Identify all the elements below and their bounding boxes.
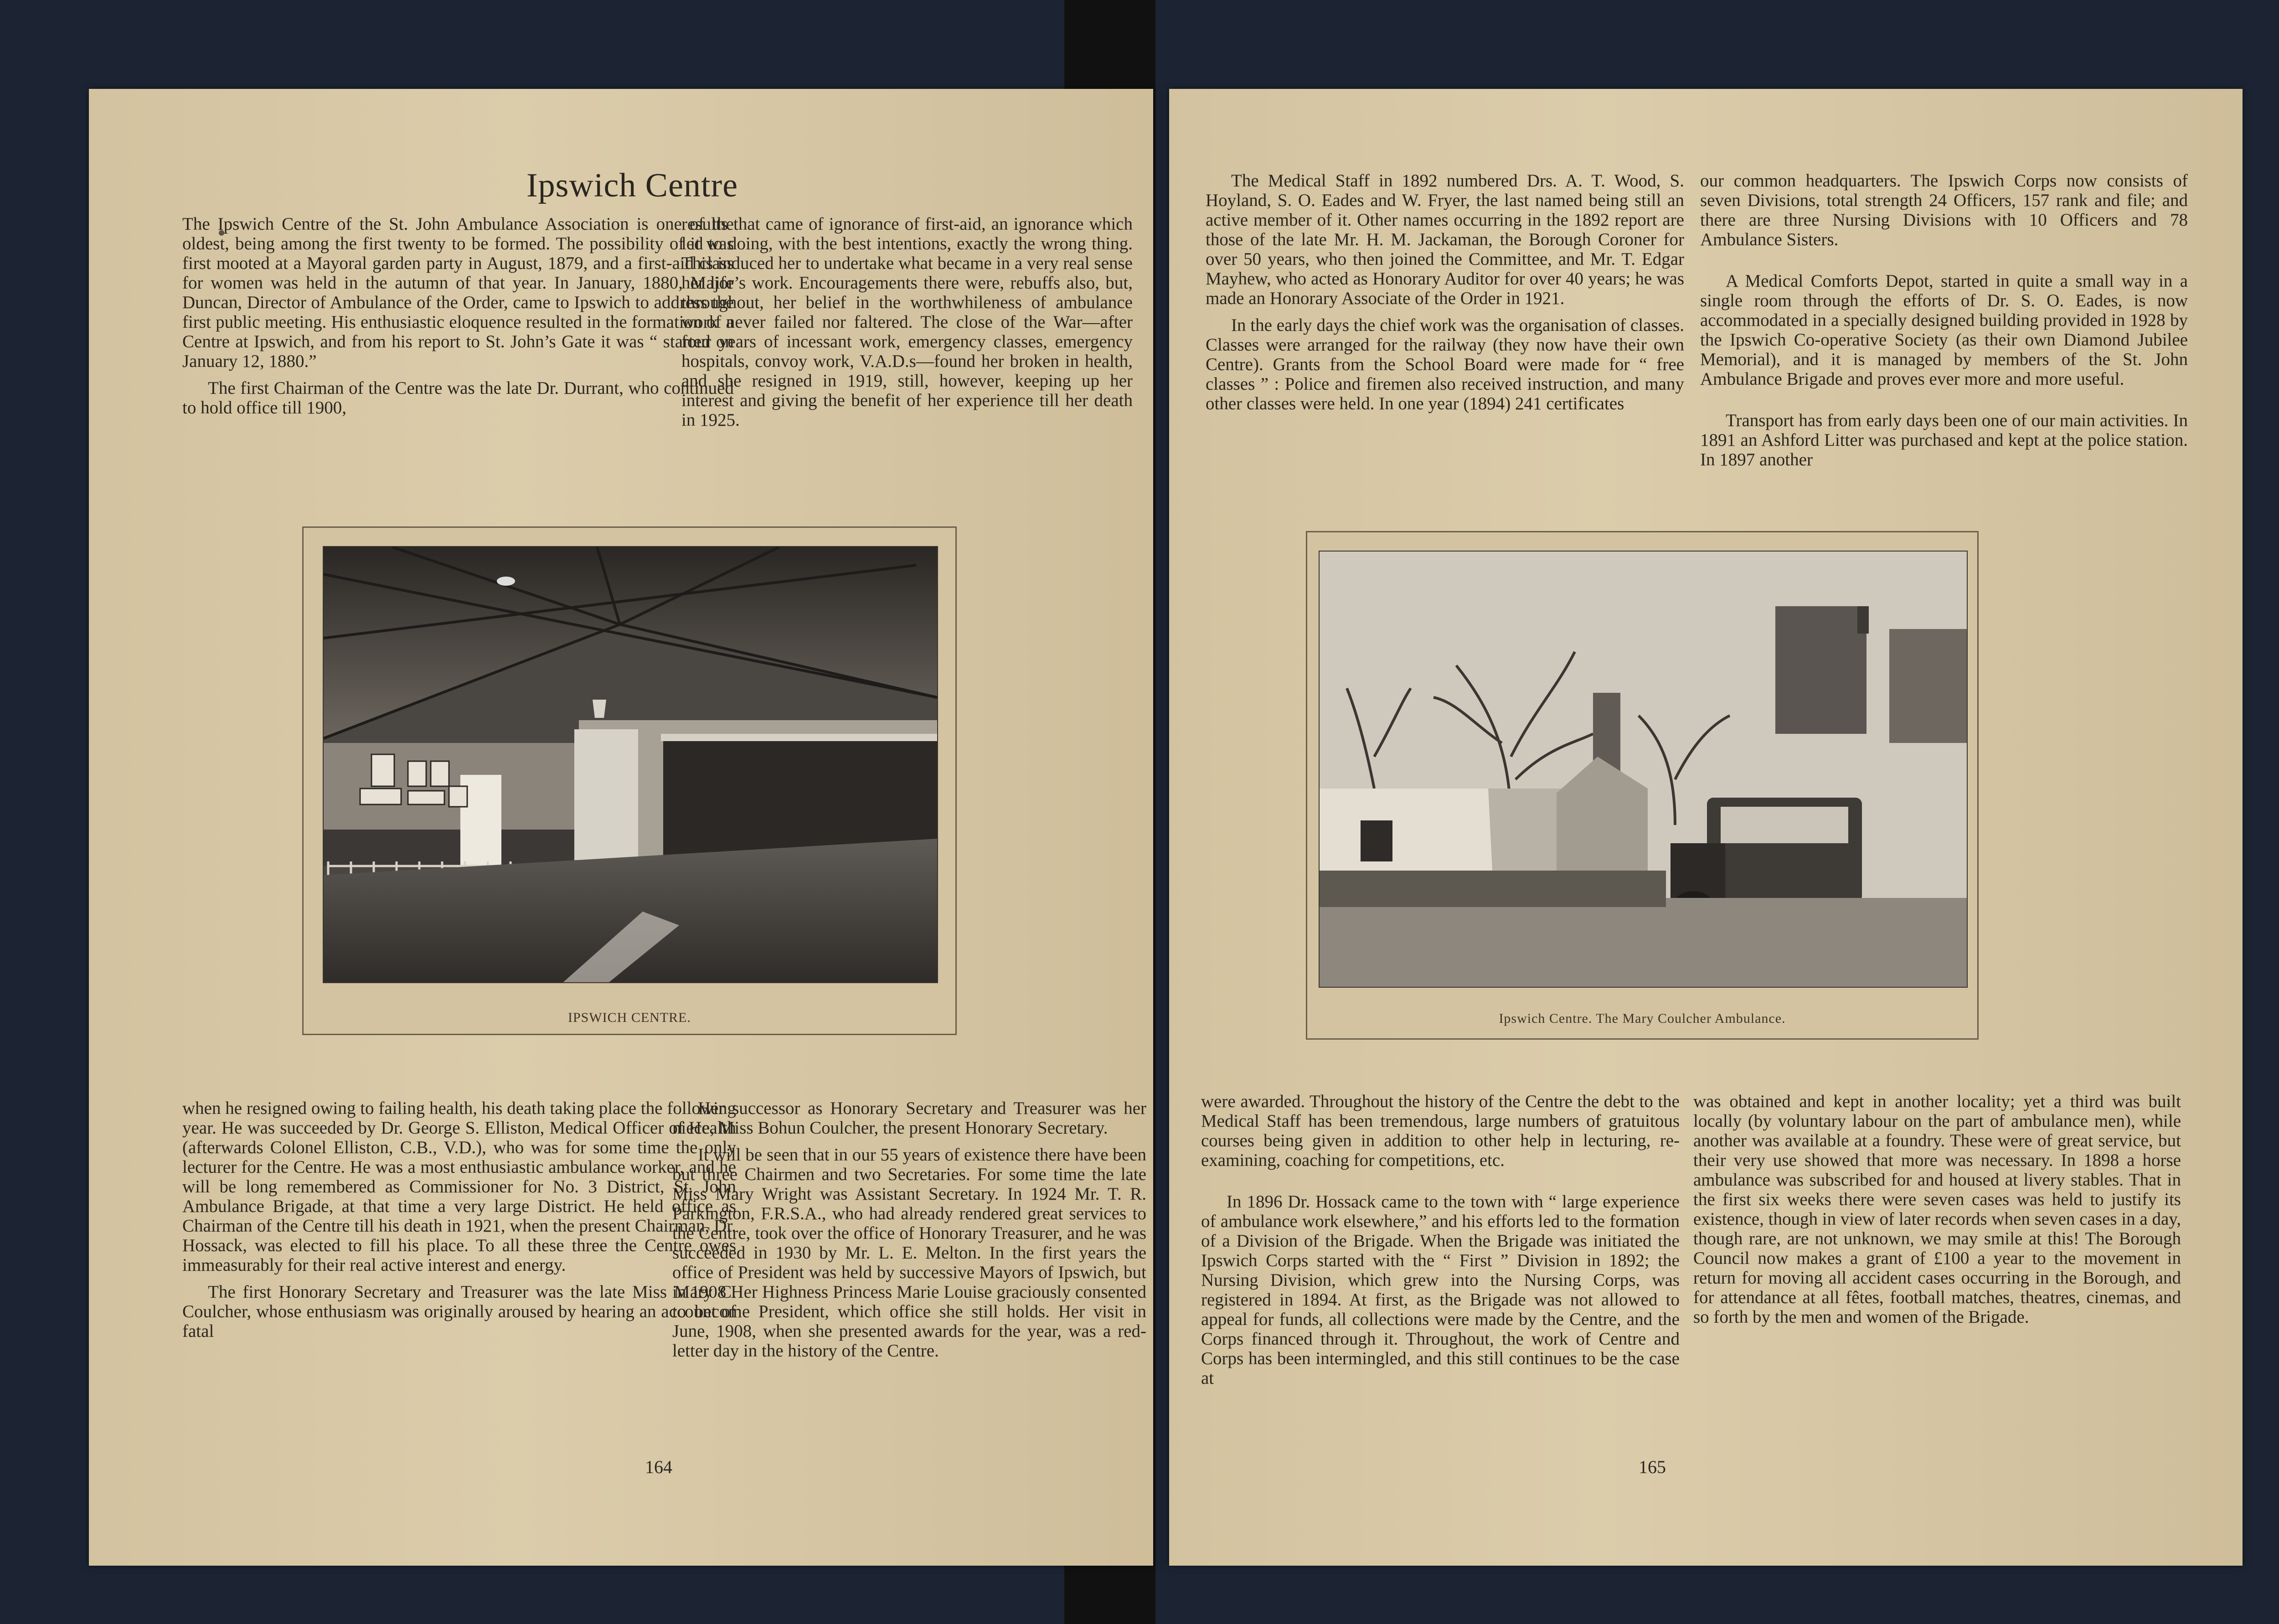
right-column-4	[1693, 1092, 2181, 1334]
paragraph: In the early days the chief work was the organisation of classes. Classes were arranged for the railway (they now have their own Centre). Grants from the School Board were made for “ free classes ” : Police and firemen also received instruction, and many other classes were held. In one year (1894) 241 certificates	[1206, 315, 1684, 413]
photo-plate-ambulance	[1306, 531, 1979, 1040]
paragraph: when he resigned owing to failing health, his death taking place the following year. He was succeeded by Dr. George S. Elliston, Medical Officer of Health (afterwards Colonel Elliston, C.B., V.D.), who was for some time the only lecturer for the Centre. He was a most enthusiastic ambulance worker, and he will be long remembered as Commissioner for No. 3 District, St. John Ambulance Brigade, at that time a very large District. He held office as Chairman of the Centre till his death in 1921, when the present Chairman, Dr. Hossack, was elected to fill his place. To all these three the Centre owes immeasurably for their real active interest and energy.	[182, 1098, 736, 1275]
paragraph: A Medical Comforts Depot, started in quite a small way in a single room through the efforts of Dr. S. O. Eades, is now accommodated in a specially designed building provided in 1928 by the Ipswich Co-operative Society (as their own Diamond Jubilee Memorial), and it is managed by members of the St. John Ambulance Brigade and proves ever more and more useful.	[1700, 271, 2188, 389]
right-column-3	[1201, 1092, 1680, 1395]
ambulance-photo	[1319, 551, 1968, 988]
paragraph: The Ipswich Centre of the St. John Ambulance Association is one of the oldest, being among the first twenty to be formed. The possibility of it was first mooted at a Mayoral garden party in August, 1879, and a first-aid class for women was held in the autumn of that year. In January, 1880, Major Duncan, Director of Ambulance of the Order, came to Ipswich to address the first public meeting. His enthusiastic eloquence resulted in the formation of a Centre at Ipswich, and from his report to St. John’s Gate it was “ started on January 12, 1880.”	[182, 214, 734, 371]
page-number: 164	[645, 1457, 672, 1477]
hall-interior-image	[324, 547, 937, 982]
right-page	[1169, 89, 2243, 1566]
left-column-2	[681, 214, 1133, 437]
photo-caption: IPSWICH CENTRE.	[568, 1010, 691, 1025]
hall-interior-photo	[323, 546, 938, 983]
paragraph: Her successor as Honorary Secretary and Treasurer was her niece, Miss Bohun Coulcher, the present Honorary Secretary.	[672, 1098, 1146, 1138]
right-column-2	[1700, 171, 2188, 477]
paragraph: was obtained and kept in another locality; yet a third was built locally (by voluntary labour on the part of ambulance men), while another was available at a foundry. These were of great service, but their very use showed that more was necessary. In 1898 a horse ambulance was subscribed for and housed at livery stables. That in the first six weeks there were seven cases was held to justify its existence, though in view of later records when seven cases in a day, though rare, are not unknown, we may smile at this! The Borough Council now makes a grant of £100 a year to the movement in return for moving all accident cases occurring in the Borough, and for attendance at all fêtes, football matches, theatres, cinemas, and so forth by the men and women of the Brigade.	[1693, 1092, 2181, 1327]
paragraph: It will be seen that in our 55 years of existence there have been but three Chairmen and two Secretaries. For some time the late Miss Mary Wright was Assistant Secretary. In 1924 Mr. T. R. Parkington, F.R.S.A., who had already rendered great services to the Centre, took over the office of Honorary Treasurer, and he was succeeded in 1930 by Mr. L. E. Melton. In the first years the office of President was held by successive Mayors of Ipswich, but in 1908 Her Highness Princess Marie Louise graciously consented to become President, which office she still holds. Her visit in June, 1908, when she presented awards for the year, was a red-letter day in the history of the Centre.	[672, 1145, 1146, 1361]
right-column-1	[1206, 171, 1684, 421]
left-column-3	[182, 1098, 736, 1348]
paragraph: our common headquarters. The Ipswich Corps now consists of seven Divisions, total strength 24 Officers, 157 rank and file; and there are three Nursing Divisions with 10 Officers and 78 Ambulance Sisters.	[1700, 171, 2188, 249]
paragraph: The first Honorary Secretary and Treasurer was the late Miss Mary C. Coulcher, whose enthusiasm was originally aroused by hearing an account of fatal	[182, 1282, 736, 1341]
ambulance-image	[1320, 552, 1967, 987]
article-title: Ipswich Centre	[526, 167, 738, 204]
paragraph: Transport has from early days been one of our main activities. In 1891 an Ashford Litter was purchased and kept at the police station. In 1897 another	[1700, 411, 2188, 469]
paragraph: The Medical Staff in 1892 numbered Drs. A. T. Wood, S. Hoyland, S. O. Eades and W. Fryer, the last named being still an active member of it. Other names occurring in the 1892 report are those of the late Mr. H. M. Jackaman, the Borough Coroner for over 50 years, who then joined the Committee, and Mr. T. Edgar Mayhew, who acted as Honorary Auditor for over 40 years; he was made an Honorary Associate of the Order in 1921.	[1206, 171, 1684, 308]
paragraph: In 1896 Dr. Hossack came to the town with “ large experience of ambulance work elsewhere,” and his efforts led to the formation of a Division of the Brigade. When the Brigade was initiated the Ipswich Corps started with the “ First ” Division in 1892; the Nursing Division, which grew into the Nursing Corps, was registered in 1894. At first, as the Brigade was not allowed to appeal for funds, all collections were made by the Centre, and the Corps financed through it. Throughout, the work of Centre and Corps has been intermingled, and this still continues to be the case at	[1201, 1192, 1680, 1388]
left-column-4	[672, 1098, 1146, 1368]
left-page	[89, 89, 1153, 1566]
photo-caption: Ipswich Centre. The Mary Coulcher Ambulance.	[1499, 1011, 1786, 1026]
paragraph: were awarded. Throughout the history of the Centre the debt to the Medical Staff has been tremendous, large numbers of gratuitous courses being given in addition to other help in lecturing, re-examining, coaching for competitions, etc.	[1201, 1092, 1680, 1170]
paragraph: results that came of ignorance of first-aid, an ignorance which led to doing, with the best intentions, exactly the wrong thing. This induced her to undertake what became in a very real sense her life’s work. Encouragements there were, rebuffs also, but, throughout, her belief in the worthwhileness of ambulance work never failed nor faltered. The close of the War—after four years of incessant work, emergency classes, emergency hospitals, convoy work, V.A.D.s—found her broken in health, and she resigned in 1919, still, however, keeping up her interest and giving the benefit of her experience till her death in 1925.	[681, 214, 1133, 430]
left-column-1	[182, 214, 734, 425]
photo-plate-hall	[302, 526, 957, 1035]
page-number: 165	[1639, 1457, 1666, 1477]
paragraph: The first Chairman of the Centre was the late Dr. Durrant, who continued to hold office till 1900,	[182, 378, 734, 418]
